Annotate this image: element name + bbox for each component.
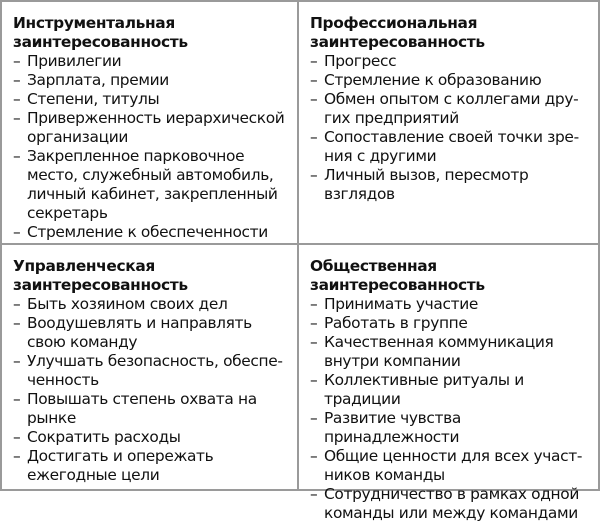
list-item: – Коллективные ритуалы и традиции: [310, 371, 590, 409]
item-list: [13, 52, 289, 242]
title-line-1: Управленческая: [13, 257, 155, 275]
list-item: – Сократить расходы: [13, 428, 289, 447]
list-item: – Приверженность иерархической организации: [13, 109, 289, 147]
item-list: [310, 52, 590, 204]
quadrant-title: [13, 257, 289, 295]
list-item: – Развитие чувства принадлежности: [310, 409, 590, 447]
title-line-1: Профессиональная: [310, 14, 478, 32]
quadrant-instrumental: [2, 2, 299, 245]
list-item: – Привилегии: [13, 52, 289, 71]
list-item: – Улучшать безопасность, обеспеченность: [13, 352, 289, 390]
list-item: – Достигать и опережать ежегодные цели: [13, 447, 289, 485]
list-item: – Принимать участие: [310, 295, 590, 314]
title-line-2: заинтересованность: [310, 276, 485, 294]
title-line-2: заинтересованность: [310, 33, 485, 51]
list-item: – Качественная коммуникация внутри компании: [310, 333, 590, 371]
list-item: – Закрепленное парковочное место, служебный автомобиль, личный кабинет, закрепленный секретарь: [13, 147, 289, 223]
quadrant-professional: [299, 2, 598, 245]
list-item: – Личный вызов, пересмотр взглядов: [310, 166, 590, 204]
quadrant-title: [310, 14, 590, 52]
list-item: – Сопоставление своей точки зрения с другими: [310, 128, 590, 166]
quadrant-managerial: [2, 245, 299, 489]
quadrant-title: [310, 257, 590, 295]
list-item: – Прогресс: [310, 52, 590, 71]
list-item: – Стремление к образованию: [310, 71, 590, 90]
quadrant-title: [13, 14, 289, 52]
title-line-1: Инструментальная: [13, 14, 175, 32]
list-item: – Общие ценности для всех участников команды: [310, 447, 590, 485]
list-item: – Обмен опытом с коллегами других предприятий: [310, 90, 590, 128]
list-item: – Стремление к обеспеченности: [13, 223, 289, 242]
quadrant-social: [299, 245, 598, 522]
list-item: – Работать в группе: [310, 314, 590, 333]
item-list: [13, 295, 289, 485]
list-item: – Степени, титулы: [13, 90, 289, 109]
title-line-1: Общественная: [310, 257, 437, 275]
list-item: – Быть хозяином своих дел: [13, 295, 289, 314]
list-item: – Повышать степень охвата на рынке: [13, 390, 289, 428]
list-item: – Воодушевлять и направлять свою команду: [13, 314, 289, 352]
title-line-2: заинтересованность: [13, 33, 188, 51]
list-item: – Зарплата, премии: [13, 71, 289, 90]
title-line-2: заинтересованность: [13, 276, 188, 294]
item-list: [310, 295, 590, 523]
list-item: – Сотрудничество в рамках одной команды или между командами: [310, 485, 590, 523]
